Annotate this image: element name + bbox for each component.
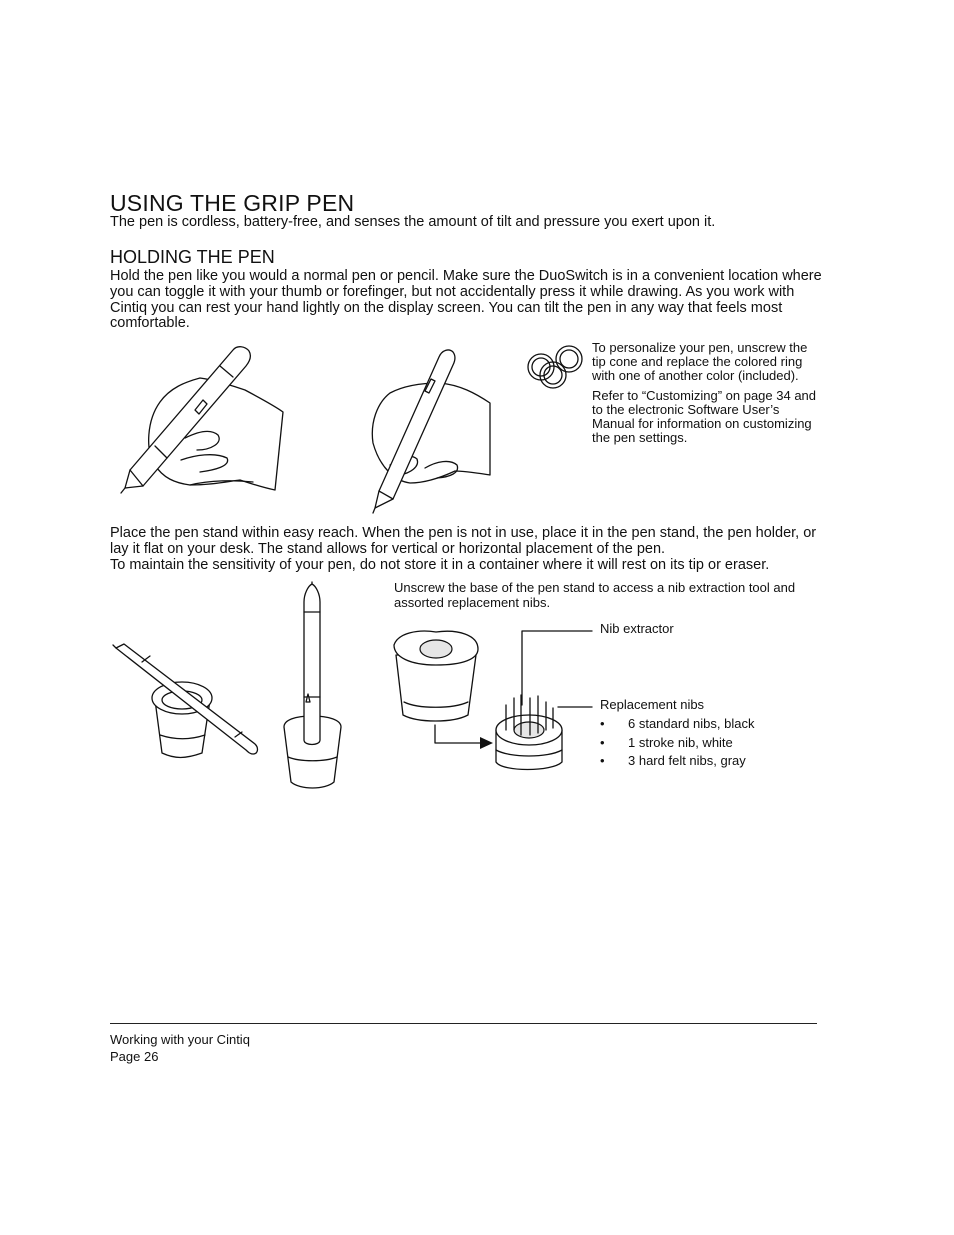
footer-title: Working with your Cintiq xyxy=(110,1032,250,1047)
pen-stand-caption: Unscrew the base of the pen stand to access a nib extraction tool and assorted replacement nibs. xyxy=(394,580,796,610)
colored-rings-icon xyxy=(525,344,587,390)
page-number: Page 26 xyxy=(110,1049,159,1064)
pen-stand-cup-illustration xyxy=(388,627,483,727)
side-note-customizing: Refer to “Customizing” on page 34 and to the electronic Software User’s Manual for information on customizing the pen settings. xyxy=(592,387,817,446)
pen-stand-paragraph-1: Place the pen stand within easy reach. When the pen is not in use, place it in the pen stand, the pen holder, or lay it flat on your desk. The stand allows for vertical or horizontal placement of the pen. xyxy=(110,525,817,557)
intro-text: The pen is cordless, battery-free, and senses the amount of tilt and pressure you exert upon it. xyxy=(110,214,716,230)
replacement-nibs xyxy=(600,696,754,771)
section-heading: HOLDING THE PEN xyxy=(110,247,275,267)
callout-lines xyxy=(515,625,600,715)
list-item: • 3 hard felt nibs, gray xyxy=(600,752,754,771)
holding-paragraph: Hold the pen like you would a normal pen or pencil. Make sure the DuoSwitch is in a convenient location where you can toggle it with your thumb or forefinger, but not accidentally press it while drawing. As you work with Cintiq you can rest your hand lightly on the display screen. You can tilt the pen in any way that feels most comfortable. xyxy=(110,268,822,332)
side-note-rings: To personalize your pen, unscrew the tip cone and replace the colored ring with one of another color (included). xyxy=(592,340,808,384)
unscrew-arrow xyxy=(430,720,495,755)
pen-horizontal-on-stand-illustration xyxy=(110,640,265,762)
pen-stand-paragraph-2: To maintain the sensitivity of your pen, do not store it in a container where it will rest on its tip or eraser. xyxy=(110,556,770,573)
footer xyxy=(110,1031,250,1065)
pen-vertical-in-stand-illustration xyxy=(280,582,345,794)
nib-list xyxy=(600,715,754,771)
personalize-side-note xyxy=(592,341,817,450)
nib-extractor-label: Nib extractor xyxy=(600,621,674,636)
hand-holding-pen-illustration-2 xyxy=(365,343,495,515)
list-item: • 1 stroke nib, white xyxy=(600,734,754,753)
list-item: • 6 standard nibs, black xyxy=(600,715,754,734)
page-title: USING THE GRIP PEN xyxy=(110,190,355,216)
hand-holding-pen-illustration-1 xyxy=(115,340,290,500)
replacement-nibs-label: Replacement nibs xyxy=(600,697,705,712)
pen-stand-paragraph xyxy=(110,526,822,573)
footer-divider xyxy=(110,1023,817,1024)
